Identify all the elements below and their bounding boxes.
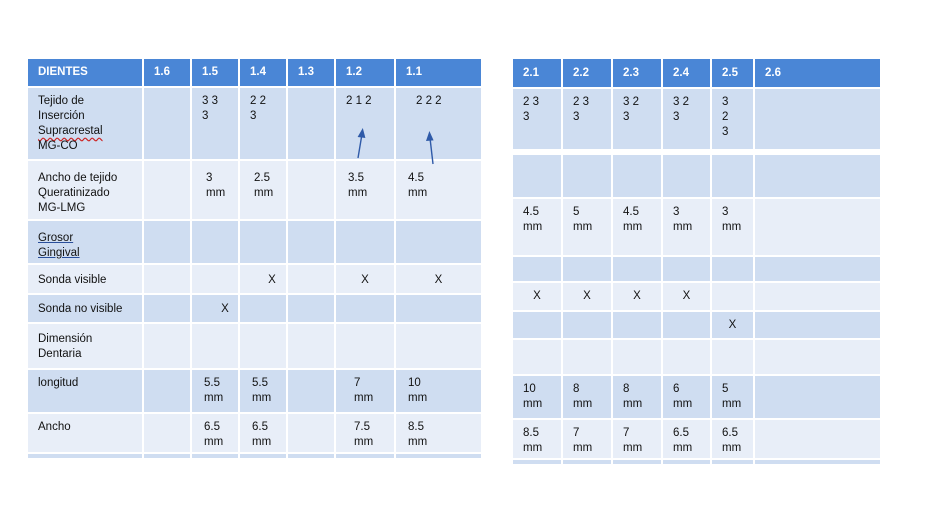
- row-label: longitud: [27, 369, 143, 413]
- header-tooth-2-6: 2.6: [754, 58, 881, 88]
- row-label: Grosor Gingival: [27, 220, 143, 264]
- cell: [754, 198, 881, 256]
- right-row-5: [512, 311, 881, 339]
- cell: [287, 323, 335, 369]
- cell: [143, 220, 191, 264]
- cell: [562, 339, 612, 375]
- right-row-1: [512, 154, 881, 198]
- cell: 5 mm: [562, 198, 612, 256]
- cell: [287, 413, 335, 453]
- cell: 7.5 mm: [335, 413, 395, 453]
- cell: 8.5 mm: [512, 419, 562, 459]
- cell: [711, 459, 754, 465]
- cell: [287, 264, 335, 294]
- cell: 8 mm: [562, 375, 612, 419]
- cell: [612, 154, 662, 198]
- row-longitud: [27, 369, 482, 413]
- header-tooth-1-1: 1.1: [395, 58, 482, 87]
- cell: [754, 311, 881, 339]
- cell: [711, 282, 754, 311]
- cell: [143, 413, 191, 453]
- cell: X: [711, 311, 754, 339]
- cell: [612, 459, 662, 465]
- cell: [512, 339, 562, 375]
- row-sonda-visible: [27, 264, 482, 294]
- cell: [754, 154, 881, 198]
- right-teeth-table: [511, 57, 882, 466]
- cell: [239, 323, 287, 369]
- row-sonda-no-visible: [27, 294, 482, 323]
- row-ancho-tejido: [27, 160, 482, 220]
- cell: 6 mm: [662, 375, 711, 419]
- cell: [662, 339, 711, 375]
- right-row-4: [512, 282, 881, 311]
- right-row-3: [512, 256, 881, 282]
- cell: 3 mm: [191, 160, 239, 220]
- cell: [143, 453, 191, 459]
- right-row-2: [512, 198, 881, 256]
- cell: X: [239, 264, 287, 294]
- cell: [143, 160, 191, 220]
- cell: [287, 453, 335, 459]
- left-teeth-table: [26, 57, 483, 460]
- cell: 2 2 3: [239, 87, 287, 160]
- cell: 4.5 mm: [612, 198, 662, 256]
- cell: 3 3 3: [191, 87, 239, 160]
- row-ancho: [27, 413, 482, 453]
- header-tooth-1-6: 1.6: [143, 58, 191, 87]
- row-label: Dimensión Dentaria: [27, 323, 143, 369]
- cell: 8 mm: [612, 375, 662, 419]
- row-label: Ancho: [27, 413, 143, 453]
- cell: [662, 311, 711, 339]
- cell: [562, 311, 612, 339]
- cell: 6.5 mm: [662, 419, 711, 459]
- arrow-up-1-1: [420, 128, 440, 166]
- cell: 5 mm: [711, 375, 754, 419]
- header-tooth-2-5: 2.5: [711, 58, 754, 88]
- cell: 3 2 3: [711, 88, 754, 150]
- cell: X: [395, 264, 482, 294]
- right-row-6: [512, 339, 881, 375]
- cell: [287, 220, 335, 264]
- cell: [754, 339, 881, 375]
- cell: 10 mm: [512, 375, 562, 419]
- row-label: Ancho de tejido Queratinizado MG-LMG: [27, 160, 143, 220]
- cell: [662, 154, 711, 198]
- cell: 2 1 2: [335, 87, 395, 160]
- cell: 4.5 mm: [395, 160, 482, 220]
- cell: [191, 264, 239, 294]
- right-row-7: [512, 375, 881, 419]
- header-tooth-2-3: 2.3: [612, 58, 662, 88]
- cell: X: [562, 282, 612, 311]
- cell: [754, 256, 881, 282]
- cell: 2 2 2: [395, 87, 482, 160]
- cell: 2 3 3: [512, 88, 562, 150]
- cell: [562, 154, 612, 198]
- row-grosor-gingival: [27, 220, 482, 264]
- cell: [512, 459, 562, 465]
- cell: [711, 256, 754, 282]
- cell: [512, 154, 562, 198]
- cell: 5.5 mm: [239, 369, 287, 413]
- row-label: Sonda no visible: [27, 294, 143, 323]
- cell: 4.5 mm: [512, 198, 562, 256]
- cell: [239, 453, 287, 459]
- right-row-8: [512, 419, 881, 459]
- cell: [191, 220, 239, 264]
- header-tooth-1-3: 1.3: [287, 58, 335, 87]
- cell: [287, 160, 335, 220]
- cell: 3 mm: [662, 198, 711, 256]
- cell: [27, 453, 143, 459]
- cell: [512, 256, 562, 282]
- cell: [335, 453, 395, 459]
- cell: 10 mm: [395, 369, 482, 413]
- header-tooth-1-2: 1.2: [335, 58, 395, 87]
- header-tooth-1-4: 1.4: [239, 58, 287, 87]
- header-tooth-1-5: 1.5: [191, 58, 239, 87]
- cell: 2 3 3: [562, 88, 612, 150]
- cell: X: [662, 282, 711, 311]
- cell: [191, 323, 239, 369]
- cell: [335, 294, 395, 323]
- cell: [191, 453, 239, 459]
- cell: 3 mm: [711, 198, 754, 256]
- left-header-row: [27, 58, 482, 87]
- cell: X: [612, 282, 662, 311]
- cell: [754, 88, 881, 150]
- cell: [612, 339, 662, 375]
- cell: [287, 369, 335, 413]
- row-label: Sonda visible: [27, 264, 143, 294]
- header-tooth-2-1: 2.1: [512, 58, 562, 88]
- cell: [395, 453, 482, 459]
- cell: [711, 154, 754, 198]
- cell: 7 mm: [612, 419, 662, 459]
- cell: 3 2 3: [662, 88, 711, 150]
- right-row-9: [512, 459, 881, 465]
- cell: [612, 256, 662, 282]
- cell: [754, 419, 881, 459]
- cell: 5.5 mm: [191, 369, 239, 413]
- row-label: Tejido de Inserción Supracrestal MG-CO: [27, 87, 143, 160]
- cell: [754, 459, 881, 465]
- cell: [754, 282, 881, 311]
- cell: [143, 294, 191, 323]
- cell: [612, 311, 662, 339]
- header-tooth-2-4: 2.4: [662, 58, 711, 88]
- row-empty: [27, 453, 482, 459]
- row-dimension-dentaria: [27, 323, 482, 369]
- cell: 7 mm: [335, 369, 395, 413]
- cell: [143, 87, 191, 160]
- cell: [512, 311, 562, 339]
- cell: [287, 87, 335, 160]
- cell: [143, 369, 191, 413]
- cell: 2.5 mm: [239, 160, 287, 220]
- cell: 6.5 mm: [711, 419, 754, 459]
- cell: [711, 339, 754, 375]
- cell: 6.5 mm: [191, 413, 239, 453]
- cell: [562, 459, 612, 465]
- arrow-up-1-2: [350, 126, 370, 160]
- cell: 6.5 mm: [239, 413, 287, 453]
- cell: 8.5 mm: [395, 413, 482, 453]
- right-row-0: [512, 88, 881, 150]
- cell: [239, 294, 287, 323]
- cell: [143, 264, 191, 294]
- cell: [395, 294, 482, 323]
- row-tejido-insercion: [27, 87, 482, 160]
- cell: X: [512, 282, 562, 311]
- cell: [395, 220, 482, 264]
- cell: [562, 256, 612, 282]
- cell: [662, 459, 711, 465]
- cell: 3.5 mm: [335, 160, 395, 220]
- header-dientes: DIENTES: [27, 58, 143, 87]
- cell: [287, 294, 335, 323]
- right-header-row: [512, 58, 881, 88]
- header-tooth-2-2: 2.2: [562, 58, 612, 88]
- cell: [335, 323, 395, 369]
- cell: [395, 323, 482, 369]
- cell: [662, 256, 711, 282]
- cell: X: [191, 294, 239, 323]
- cell: [335, 220, 395, 264]
- cell: [239, 220, 287, 264]
- cell: [143, 323, 191, 369]
- cell: [754, 375, 881, 419]
- cell: 7 mm: [562, 419, 612, 459]
- cell: 3 2 3: [612, 88, 662, 150]
- cell: X: [335, 264, 395, 294]
